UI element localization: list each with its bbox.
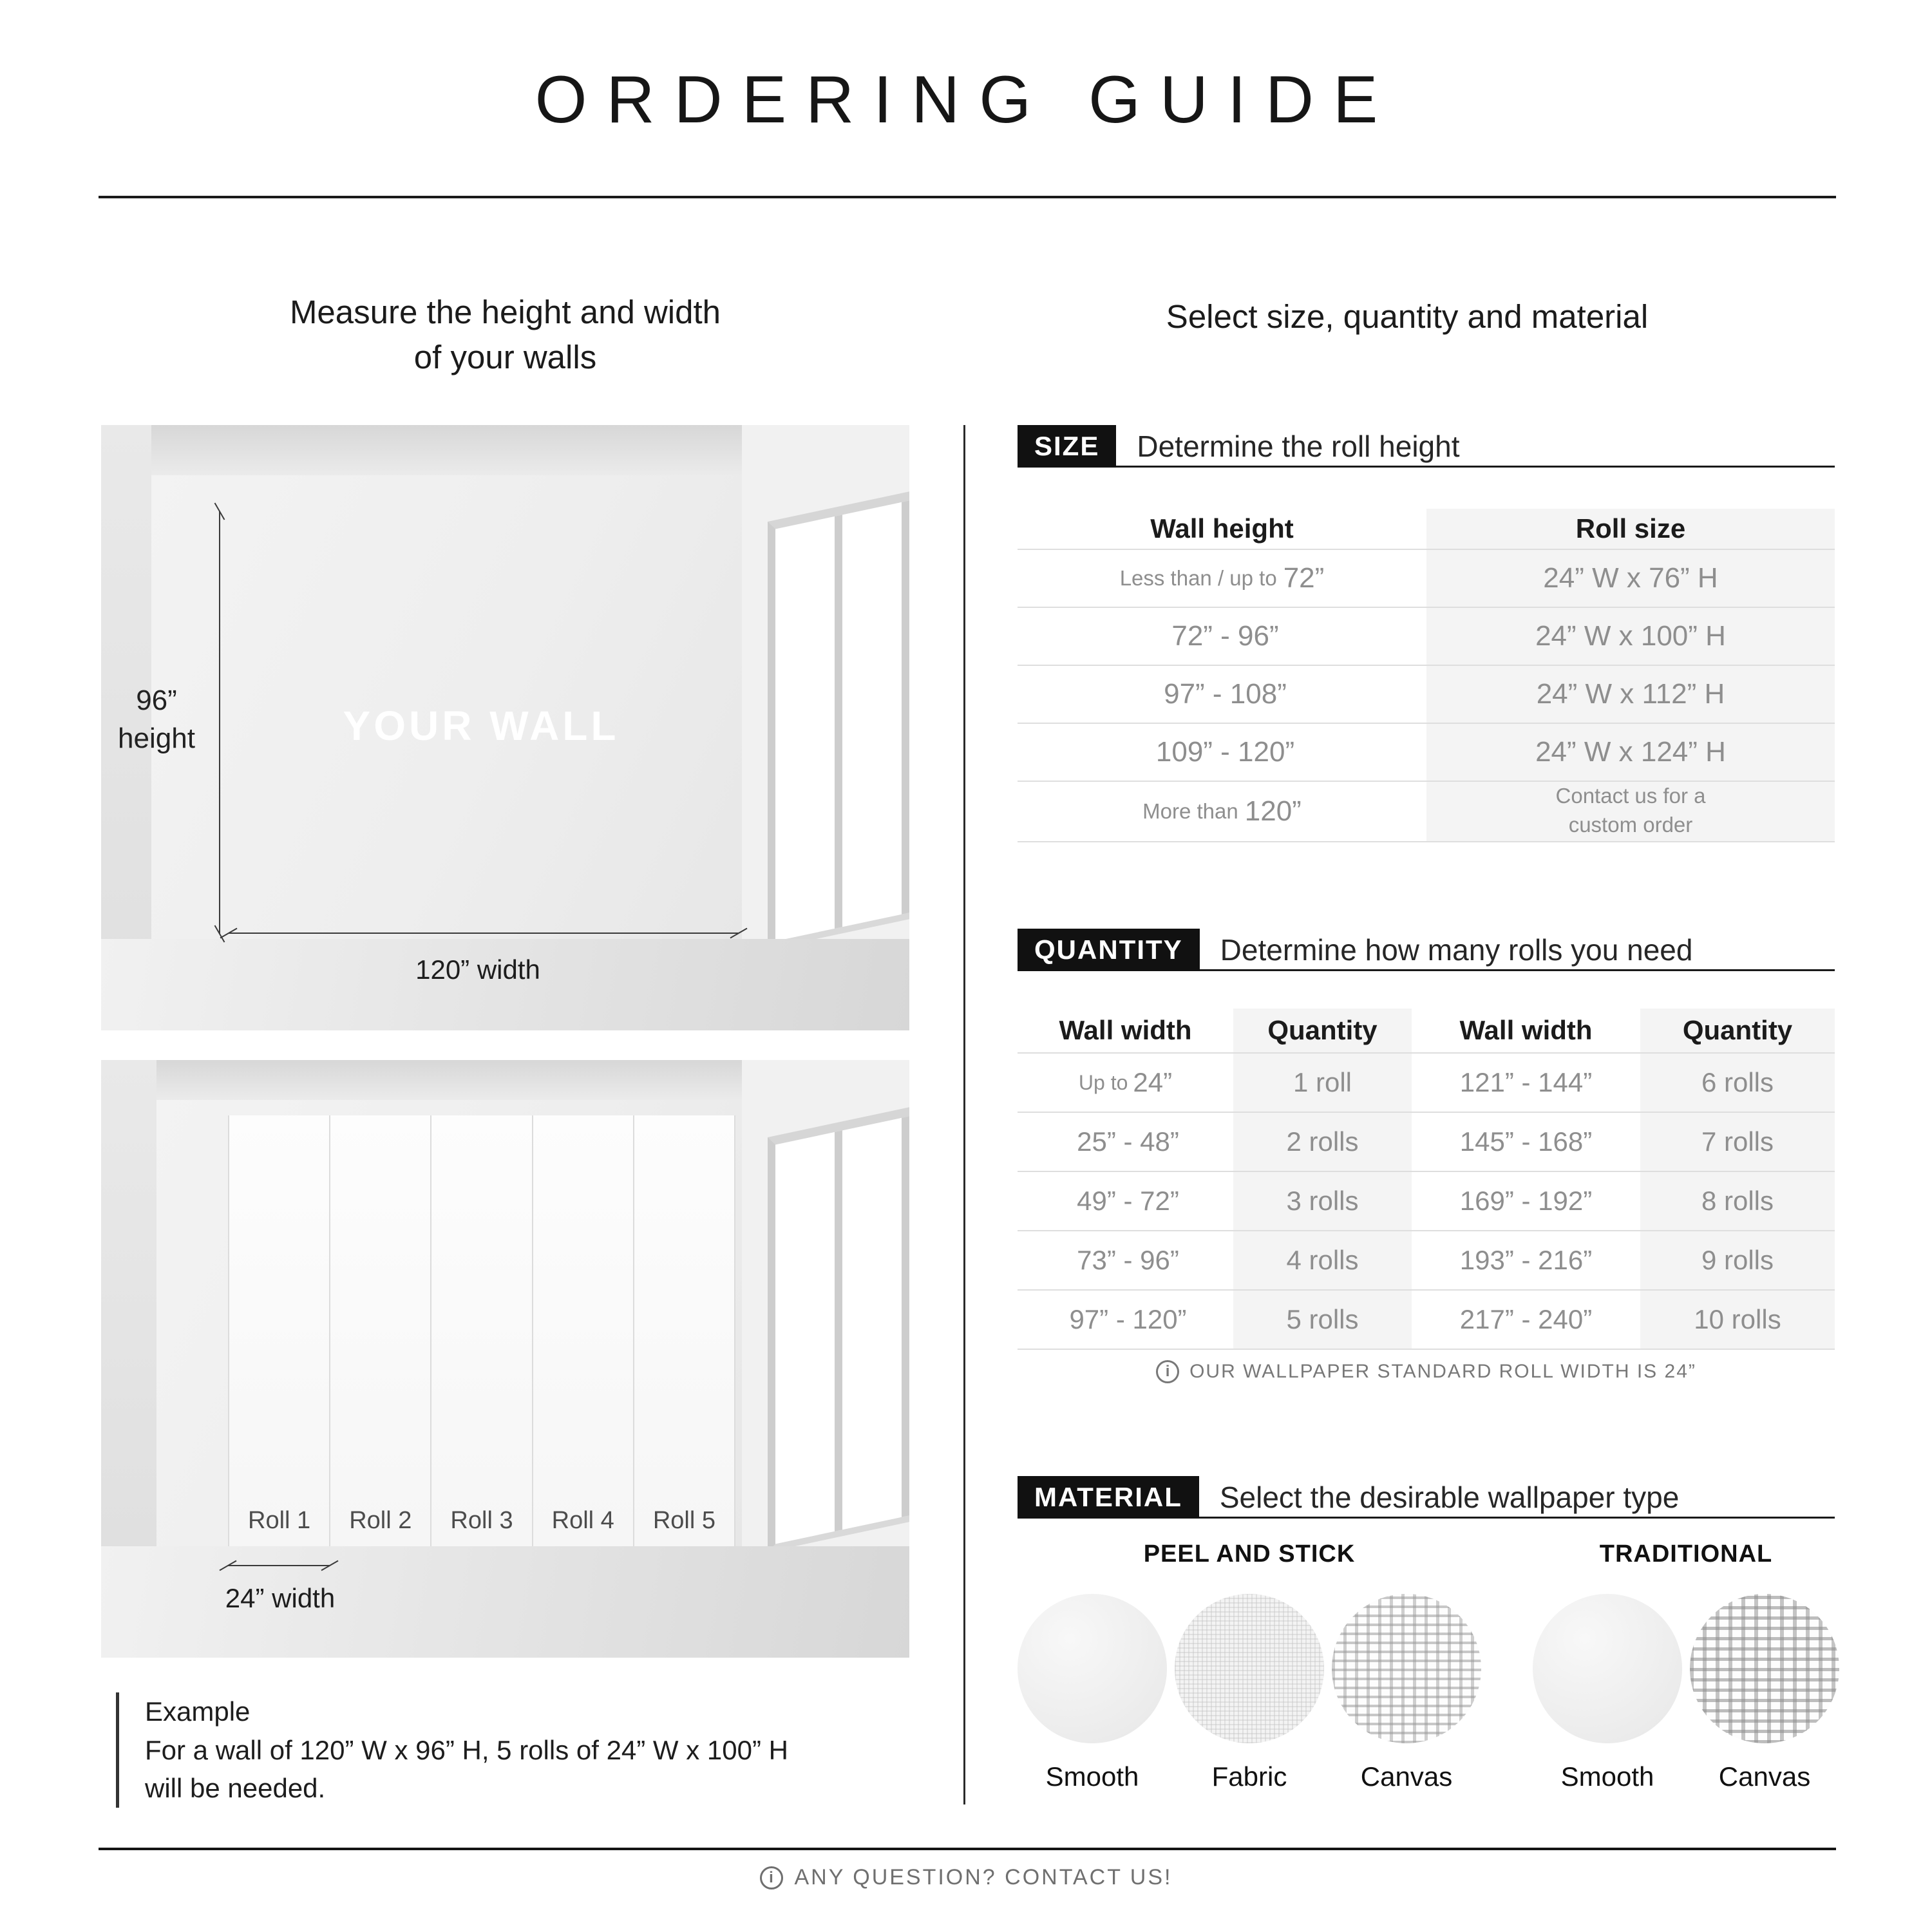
swatch-label: Smooth — [1045, 1761, 1139, 1792]
size-roll-value: 24” W x 124” H — [1535, 736, 1726, 768]
height-dimension-line — [219, 511, 220, 934]
wall-height-label — [105, 681, 208, 758]
roll-panel — [634, 1115, 735, 1546]
material-section-header — [1018, 1476, 1835, 1519]
material-badge: MATERIAL — [1018, 1476, 1199, 1519]
qty-wall-value: 25” - 48” — [1077, 1126, 1179, 1157]
roll-panel — [330, 1115, 431, 1546]
wall-height-value: 96” — [136, 685, 177, 716]
roll-label: Roll 1 — [248, 1507, 311, 1534]
material-group-name: PEEL AND STICK — [1143, 1540, 1356, 1567]
qty-col-header: Quantity — [1640, 1009, 1835, 1054]
qty-value: 2 rolls — [1286, 1126, 1359, 1157]
left-heading-line1: Measure the height and width — [289, 294, 721, 330]
window — [768, 490, 909, 949]
section-underline — [1018, 466, 1835, 468]
qty-wall-value: 24” — [1133, 1067, 1173, 1097]
size-roll-cell — [1426, 724, 1835, 782]
qty-wall-value: 169” - 192” — [1459, 1186, 1593, 1216]
size-wall-value: 120” — [1244, 795, 1302, 827]
example-block — [116, 1692, 788, 1808]
material-group-peel-and-stick — [1018, 1540, 1481, 1792]
qty-value: 6 rolls — [1701, 1067, 1774, 1097]
smooth-texture-swatch — [1533, 1594, 1682, 1743]
wall-width-label: 120” width — [415, 954, 540, 985]
qty-wall-value: 97” - 120” — [1069, 1304, 1187, 1334]
material-group-name: TRADITIONAL — [1599, 1540, 1773, 1567]
room-illustration-rolls — [101, 1060, 909, 1658]
qty-value: 7 rolls — [1701, 1126, 1774, 1157]
size-wall-cell — [1018, 782, 1426, 842]
qty-col-header: Quantity — [1233, 1009, 1412, 1054]
size-wall-prefix: More than — [1142, 799, 1238, 823]
page-title: ORDERING GUIDE — [535, 62, 1397, 137]
qty-wall-cell — [1018, 1172, 1233, 1231]
left-heading-line2: of your walls — [413, 339, 597, 376]
qty-wall-value: 193” - 216” — [1459, 1245, 1593, 1275]
size-col-header-wall: Wall height — [1018, 509, 1426, 550]
roll-label: Roll 4 — [551, 1507, 614, 1534]
size-roll-value: 24” W x 76” H — [1543, 562, 1718, 594]
qty-value: 3 rolls — [1286, 1186, 1359, 1216]
qty-wall-value: 49” - 72” — [1077, 1186, 1179, 1216]
quantity-section-title: Determine how many rolls you need — [1220, 933, 1693, 967]
footer — [0, 1865, 1932, 1890]
example-line2: will be needed. — [145, 1773, 326, 1804]
roll-panel — [533, 1115, 634, 1546]
material-groups — [1018, 1540, 1835, 1792]
qty-wall-cell — [1018, 1291, 1233, 1350]
size-wall-value: 97” - 108” — [1164, 678, 1287, 710]
qty-value: 4 rolls — [1286, 1245, 1359, 1275]
size-wall-cell — [1018, 608, 1426, 666]
window — [768, 1106, 909, 1552]
example-title: Example — [145, 1696, 251, 1727]
qty-wall-cell — [1412, 1291, 1640, 1350]
footer-text: ANY QUESTION? CONTACT US! — [794, 1865, 1173, 1889]
swatch-label: Smooth — [1560, 1761, 1654, 1792]
material-option — [1533, 1594, 1682, 1792]
qty-quantity-cell — [1640, 1054, 1835, 1113]
roll-label: Roll 5 — [652, 1507, 715, 1534]
qty-quantity-cell — [1233, 1172, 1412, 1231]
size-roll-cell — [1426, 550, 1835, 608]
qty-quantity-cell — [1233, 1054, 1412, 1113]
example-accent-bar — [116, 1692, 119, 1808]
qty-wall-cell — [1412, 1172, 1640, 1231]
size-roll-value: Contact us for a custom order — [1555, 784, 1706, 837]
qty-quantity-cell — [1640, 1113, 1835, 1172]
size-wall-value: 109” - 120” — [1155, 736, 1295, 768]
qty-wall-cell — [1412, 1054, 1640, 1113]
qty-quantity-cell — [1640, 1231, 1835, 1291]
qty-quantity-cell — [1233, 1291, 1412, 1350]
roll-label: Roll 3 — [450, 1507, 513, 1534]
qty-quantity-cell — [1233, 1113, 1412, 1172]
quantity-badge: QUANTITY — [1018, 929, 1200, 971]
size-wall-prefix: Less than / up to — [1119, 566, 1277, 590]
size-badge: SIZE — [1018, 425, 1116, 468]
size-table — [1018, 509, 1835, 842]
room-side-wall — [101, 1060, 156, 1546]
qty-wall-cell — [1018, 1231, 1233, 1291]
roll-panel — [228, 1115, 330, 1546]
size-wall-value: 72” - 96” — [1171, 620, 1279, 652]
qty-value: 5 rolls — [1286, 1304, 1359, 1334]
qty-wall-value: 217” - 240” — [1459, 1304, 1593, 1334]
smooth-texture-swatch — [1018, 1594, 1167, 1743]
info-icon: i — [1156, 1360, 1179, 1383]
footer-divider — [99, 1848, 1836, 1850]
size-wall-cell — [1018, 666, 1426, 724]
material-option — [1332, 1594, 1481, 1792]
room-window-wall — [742, 425, 909, 980]
size-roll-value: 24” W x 100” H — [1535, 620, 1726, 652]
roll-width-label: 24” width — [225, 1583, 336, 1613]
width-dimension-line — [229, 933, 739, 934]
fabric-texture-swatch — [1175, 1594, 1324, 1743]
roll-width-note — [1018, 1360, 1835, 1383]
material-option — [1175, 1594, 1324, 1792]
wallpaper-rolls — [228, 1115, 735, 1546]
size-roll-value: 24” W x 112” H — [1536, 678, 1725, 710]
room-illustration-measure — [101, 425, 909, 1030]
qty-quantity-cell — [1640, 1291, 1835, 1350]
material-option — [1018, 1594, 1167, 1792]
title-divider — [99, 196, 1836, 198]
wall-height-word: height — [118, 723, 195, 755]
qty-col-header: Wall width — [1018, 1009, 1233, 1054]
column-divider — [963, 425, 965, 1804]
roll-width-dimension-line — [228, 1565, 330, 1566]
qty-col-header: Wall width — [1412, 1009, 1640, 1054]
qty-quantity-cell — [1233, 1231, 1412, 1291]
qty-value: 8 rolls — [1701, 1186, 1774, 1216]
quantity-table — [1018, 1009, 1835, 1350]
qty-value: 1 roll — [1293, 1067, 1352, 1097]
qty-wall-cell — [1412, 1113, 1640, 1172]
size-wall-cell — [1018, 550, 1426, 608]
size-roll-cell — [1426, 666, 1835, 724]
roll-panel — [431, 1115, 533, 1546]
qty-wall-value: 145” - 168” — [1459, 1126, 1593, 1157]
size-col-header-roll: Roll size — [1426, 509, 1835, 550]
size-roll-cell — [1426, 782, 1835, 842]
material-section-title: Select the desirable wallpaper type — [1219, 1481, 1680, 1514]
your-wall-label: YOUR WALL — [343, 703, 620, 749]
left-column-heading — [101, 290, 909, 381]
example-line1: For a wall of 120” W x 96” H, 5 rolls of 24” W x 100” H — [145, 1734, 788, 1765]
size-wall-cell — [1018, 724, 1426, 782]
roll-label: Roll 2 — [349, 1507, 412, 1534]
qty-value: 10 rolls — [1694, 1304, 1781, 1334]
quantity-section-header — [1018, 929, 1835, 971]
qty-wall-value: 121” - 144” — [1459, 1067, 1593, 1097]
size-section-header — [1018, 425, 1835, 468]
room-window-wall — [742, 1060, 909, 1546]
swatch-label: Canvas — [1360, 1761, 1453, 1792]
qty-wall-cell — [1018, 1113, 1233, 1172]
qty-wall-cell — [1018, 1054, 1233, 1113]
right-column-heading: Select size, quantity and material — [1166, 298, 1649, 335]
swatch-label: Fabric — [1211, 1761, 1287, 1792]
canvas-texture-swatch — [1332, 1594, 1481, 1743]
info-icon: i — [760, 1866, 783, 1889]
note-text: OUR WALLPAPER STANDARD ROLL WIDTH IS 24” — [1189, 1361, 1696, 1382]
size-section-title: Determine the roll height — [1137, 430, 1460, 463]
size-roll-cell — [1426, 608, 1835, 666]
qty-wall-value: 73” - 96” — [1077, 1245, 1179, 1275]
qty-value: 9 rolls — [1701, 1245, 1774, 1275]
material-group-traditional — [1533, 1540, 1839, 1792]
size-wall-value: 72” — [1283, 562, 1325, 594]
canvas-texture-swatch — [1690, 1594, 1839, 1743]
qty-quantity-cell — [1640, 1172, 1835, 1231]
swatch-label: Canvas — [1718, 1761, 1811, 1792]
material-option — [1690, 1594, 1839, 1792]
qty-wall-prefix: Up to — [1078, 1070, 1128, 1094]
qty-wall-cell — [1412, 1231, 1640, 1291]
